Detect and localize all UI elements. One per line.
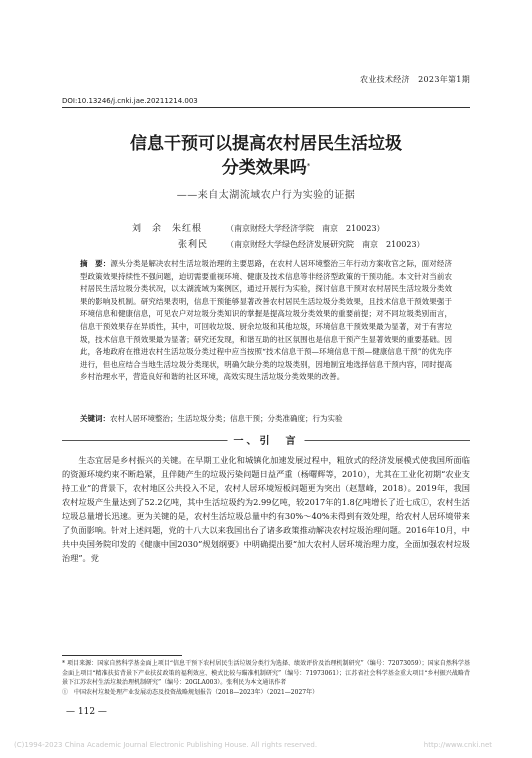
author-names: 张利民 (178, 240, 209, 250)
copyright-text: (C)1994-2023 China Academic Journal Electronic Publishing House. All rights reserved. (14, 741, 318, 749)
article-title (62, 132, 470, 180)
author-affiliation: （南京财经大学经济学院 南京 210023） (226, 224, 385, 233)
title-footnote-mark: * (306, 162, 311, 170)
running-head: 农业技术经济 2023年第1期 (360, 75, 470, 84)
body-paragraph: 生态宜居是乡村振兴的关键。在早期工业化和城镇化加速发展过程中，粗放式的经济发展模式使我国所面临的资源环境约束不断趋紧，且伴随产生的垃圾污染问题日益严重（杨曙辉等，2010），尤其在工业化初期“农业支持工业”的背景下，农村地区公共投入不足，农村人居环境短板问题更为突出（赵慧峰，2018）。2019年，我国农村垃圾产生量达到了52.2亿吨，其中生活垃圾约为2.99亿吨，较2017年的1.8亿吨增长了近七成①，农村生活垃圾总量增长迅速。更为关键的是，农村生活垃圾总量中约有30%～40%未得到有效处理，给农村人居环境带来了负面影响。针对上述问题，党的十八大以来我国出台了诸多政策推动解决农村垃圾治理问题。2016年10月，中共中央国务院印发的《健康中国2030”规划纲要》中明确提出要“加大农村人居环境治理力度，全面加强农村垃圾治理”。党 (62, 455, 470, 563)
doi[interactable]: DOI:10.13246/j.cnki.jae.20211214.003 (62, 97, 198, 105)
footnote-source: ① 中国农村垃圾处理产业发展动态及投资战略规划报告（2018—2023年）（2021—2027年） (62, 688, 319, 696)
section-heading-text: 一、引 言 (228, 432, 305, 447)
article-subtitle: ——来自太湖流域农户行为实验的证据 (176, 190, 356, 201)
body-text (62, 453, 470, 565)
footnote-rule (62, 655, 182, 656)
copyright-watermark (14, 741, 492, 749)
title-line-2 (62, 156, 470, 180)
author-names: 刘 余 朱红根 (132, 224, 203, 234)
keywords-text: 农村人居环境整治；生活垃圾分类；信息干预；分类准确度；行为实验 (110, 414, 343, 423)
abstract (80, 258, 452, 384)
footnote-funding: * 项目来源：国家自然科学基金面上项目“信息干预下农村居民生活垃圾分类行为选择、绩效评价及治理机制研究”（编号：72073059）；国家自然科学基金面上项目“精准扶贫背景下产业扶贫政策的福利效应、模式比较与瞄准机制研究”（编号：71973061）；江苏省社会科学基金重大项目“乡村振兴战略背景下江苏农村生活垃圾治理机制研究”（编号：20GLA003）。张利民为本文通讯作者 (62, 660, 470, 687)
cnki-url[interactable]: http://www.cnki.net (423, 741, 492, 749)
title-line-2-text: 分类效果吗 (221, 158, 307, 178)
author-affiliation: （南京财经大学绿色经济发展研究院 南京 210023） (226, 240, 425, 249)
keywords (80, 413, 452, 425)
abstract-text: 源头分类是解决农村生活垃圾治理的主要思路，在农村人居环境整治三年行动方案收官之际，面对经济型政策效果持续性不强问题，迫切需要重视环境、健康及技术信息等非经济型政策的干预功能。本文针对当前农村居民生活垃圾分类状况，以太湖流域为案例区，通过开展行为实验，探讨信息干预对农村居民生活垃圾分类效果的影响及机制。研究结果表明，信息干预能够显著改善农村居民生活垃圾分类效果，且技术信息干预效果强于环境信息和健康信息，可见农户对垃圾分类知识的掌握是提高垃圾分类效果的重要前提；对不同垃圾类别而言，信息干预效果存在异质性，其中，可回收垃圾、厨余垃圾和其他垃圾，环境信息干预效果最为显著，对于有害垃圾，技术信息干预效果最为显著；研究还发现，和谐互助的社区氛围也是信息干预产生显著效果的重要基础。因此，各地政府在推进农村生活垃圾分类过程中应当按照“技术信息干预—环境信息干预—健康信息干预”的优先序进行，但也应结合当地生活垃圾分类现状，明确欠缺分类的垃圾类别，因地制宜地选择信息干预内容，同时提高乡村治理水平，营造良好和谐的社区环境，高效实现生活垃圾分类效果的改善。 (80, 259, 452, 382)
page-number: — 112 — (66, 707, 107, 717)
abstract-label: 摘 要： (80, 259, 111, 268)
footnotes (62, 659, 470, 697)
header-rule (62, 107, 470, 108)
keywords-label: 关键词： (80, 414, 110, 423)
title-line-1: 信息干预可以提高农村居民生活垃圾 (130, 134, 402, 154)
section-heading (62, 432, 470, 446)
